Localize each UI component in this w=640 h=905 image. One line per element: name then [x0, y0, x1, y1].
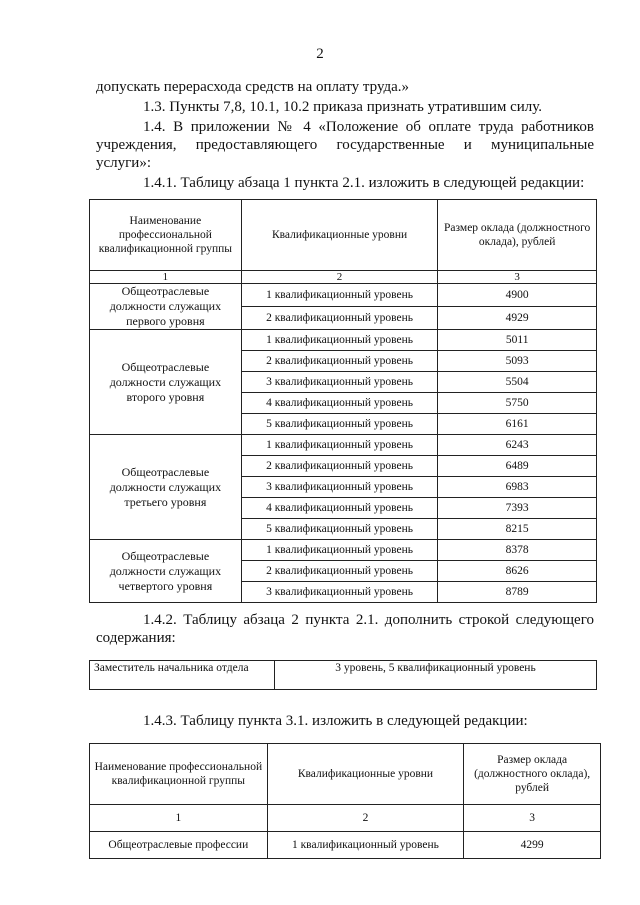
column-number: 3 — [438, 271, 597, 284]
level-cell: 5 квалификационный уровень — [241, 519, 438, 540]
salary-cell: 8789 — [438, 582, 597, 603]
salary-cell: 6983 — [438, 477, 597, 498]
salary-cell: 4929 — [438, 307, 597, 330]
level-cell: 3 квалификационный уровень — [241, 477, 438, 498]
column-number: 1 — [90, 805, 268, 832]
table-header-row — [90, 744, 601, 805]
paragraph-1-4-line-1: 1.4. В приложении № 4 «Положение об оплате труда работников — [143, 119, 594, 135]
level-cell: 1 квалификационный уровень — [241, 435, 438, 456]
salary-cell: 4299 — [464, 832, 601, 859]
level-cell: 1 квалификационный уровень — [241, 330, 438, 351]
header-group: Наименование профессиональной квалификационной группы — [90, 200, 242, 271]
level-cell: 2 квалификационный уровень — [241, 561, 438, 582]
level-cell: 1 квалификационный уровень — [267, 832, 464, 859]
salary-table-1 — [89, 199, 597, 603]
header-salary: Размер оклада (должностного оклада), рублей — [464, 744, 601, 805]
table-row — [90, 832, 601, 859]
paragraph-1-4-1: 1.4.1. Таблицу абзаца 1 пункта 2.1. изложить в следующей редакции: — [143, 175, 585, 191]
level-cell: 3 уровень, 5 квалификационный уровень — [275, 661, 597, 690]
level-cell: 1 квалификационный уровень — [241, 540, 438, 561]
table-row — [90, 661, 597, 690]
salary-cell: 6161 — [438, 414, 597, 435]
column-number: 1 — [90, 271, 242, 284]
added-row-table — [89, 660, 597, 690]
salary-cell: 8378 — [438, 540, 597, 561]
paragraph-1-3: 1.3. Пункты 7,8, 10.1, 10.2 приказа признать утратившим силу. — [143, 99, 543, 115]
level-cell: 5 квалификационный уровень — [241, 414, 438, 435]
column-number-row — [90, 271, 597, 284]
paragraph-1-4-2-line-2: содержания: — [96, 630, 176, 646]
salary-cell: 5504 — [438, 372, 597, 393]
salary-cell: 8215 — [438, 519, 597, 540]
group-cell: Общеотраслевые профессии — [90, 832, 268, 859]
paragraph-1-4-line-2: учреждения, предоставляющего государственные и муниципальные — [96, 137, 594, 153]
paragraph-1-4-3: 1.4.3. Таблицу пункта 3.1. изложить в следующей редакции: — [143, 713, 528, 729]
group-name-cell: Общеотраслевые должности служащих третьего уровня — [90, 435, 242, 540]
header-levels: Квалификационные уровни — [267, 744, 464, 805]
group-name-cell: Общеотраслевые должности служащих четвертого уровня — [90, 540, 242, 603]
salary-table-2 — [89, 743, 601, 859]
salary-cell: 6243 — [438, 435, 597, 456]
level-cell: 2 квалификационный уровень — [241, 351, 438, 372]
salary-cell: 8626 — [438, 561, 597, 582]
salary-cell: 5011 — [438, 330, 597, 351]
level-cell: 4 квалификационный уровень — [241, 498, 438, 519]
level-cell: 4 квалификационный уровень — [241, 393, 438, 414]
group-name-cell: Общеотраслевые должности служащих второго уровня — [90, 330, 242, 435]
table-row — [90, 284, 597, 307]
salary-cell: 6489 — [438, 456, 597, 477]
column-number: 2 — [241, 271, 438, 284]
paragraph-1: допускать перерасхода средств на оплату труда.» — [96, 79, 410, 95]
group-name-cell: Общеотраслевые должности служащих первого уровня — [90, 284, 242, 330]
page-number: 2 — [316, 46, 324, 62]
salary-cell: 7393 — [438, 498, 597, 519]
level-cell: 3 квалификационный уровень — [241, 582, 438, 603]
table-header-row — [90, 200, 597, 271]
column-number: 3 — [464, 805, 601, 832]
paragraph-1-4-line-3: услуги»: — [96, 155, 151, 171]
table-row — [90, 540, 597, 561]
column-number-row — [90, 805, 601, 832]
level-cell: 2 квалификационный уровень — [241, 307, 438, 330]
salary-cell: 5093 — [438, 351, 597, 372]
table-row — [90, 330, 597, 351]
header-salary: Размер оклада (должностного оклада), рублей — [438, 200, 597, 271]
paragraph-1-4-2-line-1: 1.4.2. Таблицу абзаца 2 пункта 2.1. дополнить строкой следующего — [143, 612, 594, 628]
header-levels: Квалификационные уровни — [241, 200, 438, 271]
header-group: Наименование профессиональной квалификационной группы — [90, 744, 268, 805]
salary-cell: 4900 — [438, 284, 597, 307]
level-cell: 2 квалификационный уровень — [241, 456, 438, 477]
table-row — [90, 435, 597, 456]
column-number: 2 — [267, 805, 464, 832]
position-cell: Заместитель начальника отдела — [90, 661, 275, 690]
salary-cell: 5750 — [438, 393, 597, 414]
level-cell: 1 квалификационный уровень — [241, 284, 438, 307]
level-cell: 3 квалификационный уровень — [241, 372, 438, 393]
